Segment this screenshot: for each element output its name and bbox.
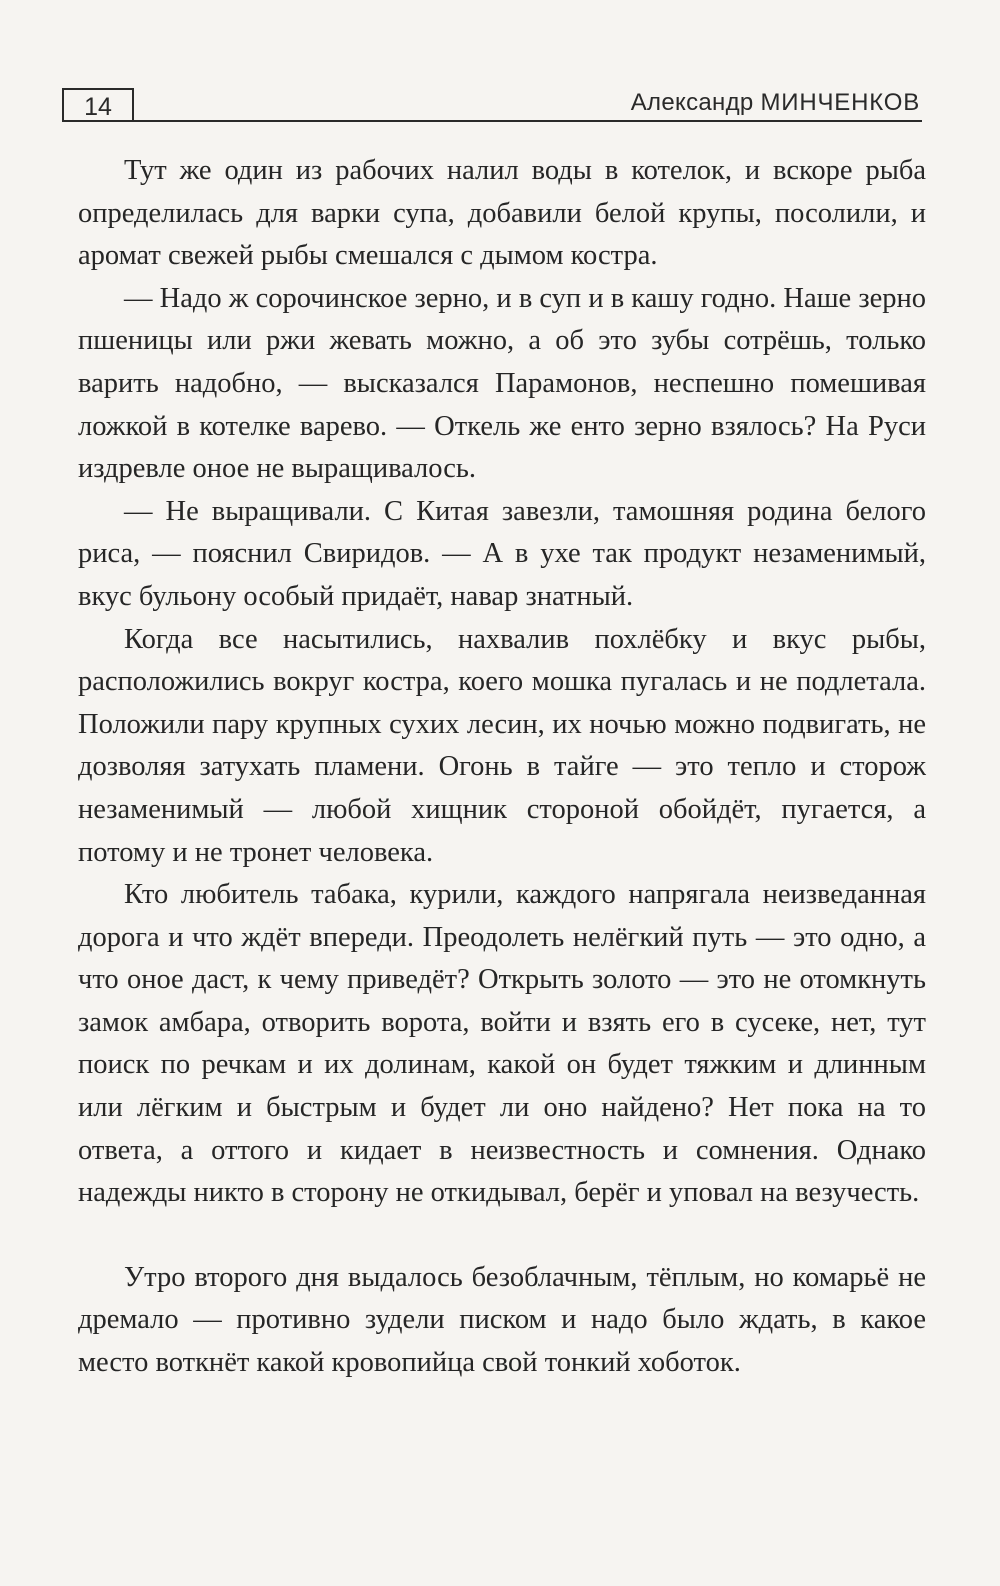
header-rule — [62, 120, 922, 122]
paragraph-2: — Надо ж сорочинское зерно, и в суп и в кашу годно. Наше зерно пшеницы или ржи жевать можно, а об это зубы сотрёшь, только варить надобно, — высказался Парамонов, неспешно помешивая ложкой в котелке варево. — Откель же енто зерно взялось? На Руси издревле оное не выращивалось. — [78, 282, 926, 485]
paragraph-4: Когда все насытились, нахвалив похлёбку и вкус рыбы, расположились вокруг костра, коего мошка пугалась и не подлетала. Положили пару крупных сухих лесин, их ночью можно подвигать, не дозволяя затухать пламени. Огонь в тайге — это тепло и сторож незаменимый — любой хищник стороной обойдёт, пугается, а потому и не тронет человека. — [78, 623, 926, 868]
author-first-name: Александр — [630, 89, 754, 116]
page-number: 14 — [62, 88, 134, 120]
paragraph-1: Тут же один из рабочих налил воды в котелок, и вскоре рыба определилась для варки супа, добавили белой крупы, посолили, и аромат свежей рыбы смешался с дымом костра. — [78, 155, 926, 272]
paragraph-6: Утро второго дня выдалось безоблачным, тёплым, но комарьё не дремало — противно зудели писком и надо было ждать, в какое место воткнёт какой кровопийца свой тонкий хоботок. — [78, 1261, 926, 1379]
paragraph-5: Кто любитель табака, курили, каждого напрягала неизведанная дорога и что ждёт впереди. Преодолеть нелёгкий путь — это одно, а что оное даст, к чему приведёт? Открыть золото — это не отомкнуть замок амбара, отворить ворота, войти и взять его в сусеке, нет, тут поиск по речкам и их долинам, какой он будет тяжким и длинным или лёгким и быстрым и будет ли оно найдено? Нет пока на то ответа, а оттого и кидает в неизвестность и сомнения. Однако надежды никто в сторону не откидывал, берёг и уповал на везучесть. — [78, 879, 926, 1209]
author-last-name: МИНЧЕНКОВ — [760, 89, 920, 116]
page-header — [62, 88, 922, 122]
paragraph-3: — Не выращивали. С Китая завезли, тамошняя родина белого риса, — пояснил Свиридов. — А в ухе так продукт незаменимый, вкус бульону особый придаёт, навар знатный. — [78, 495, 926, 612]
body-text — [78, 150, 926, 1385]
running-head-author — [631, 88, 920, 118]
